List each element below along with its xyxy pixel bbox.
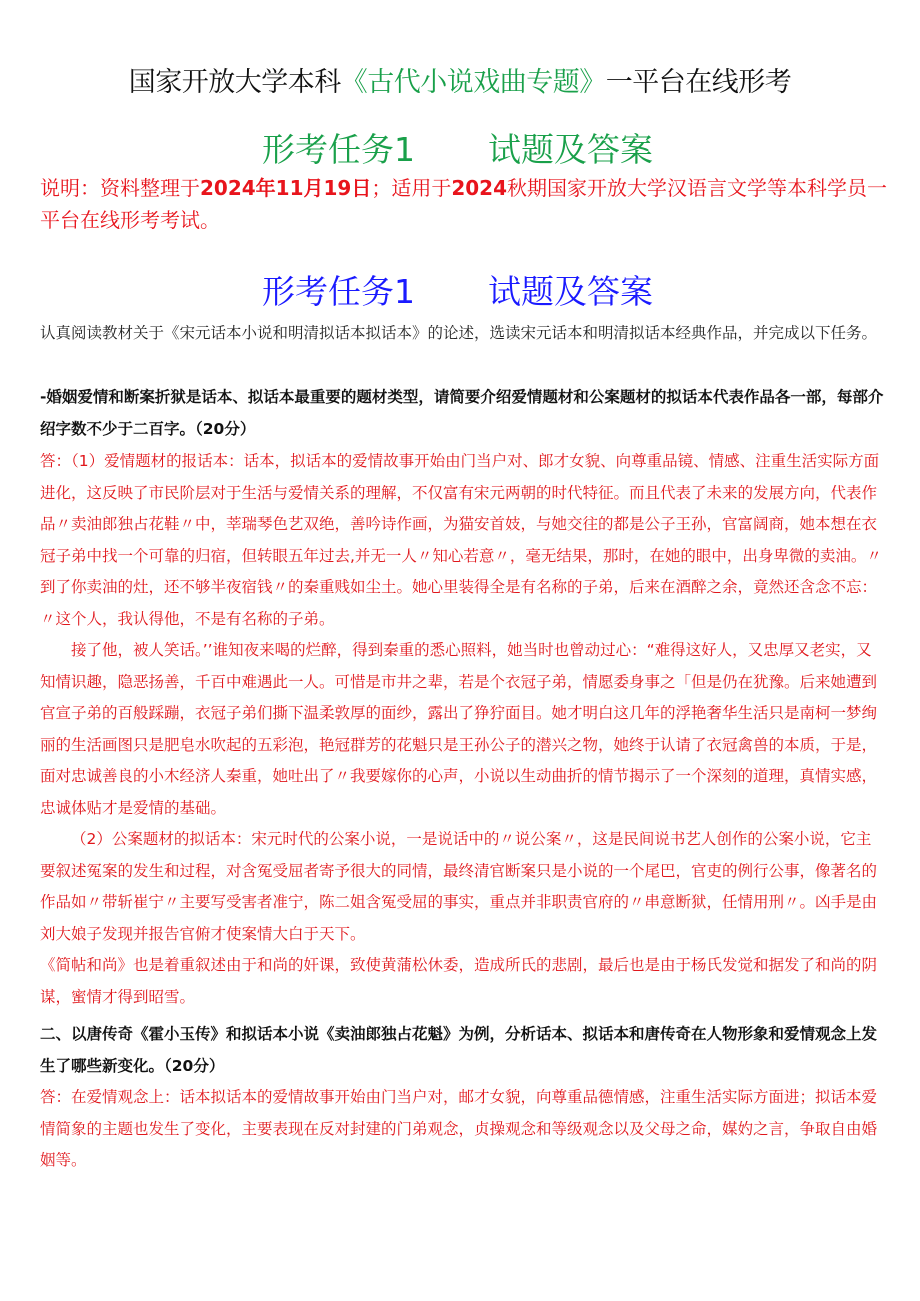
answer-paragraph: 《简帖和尚》也是着重叙述由于和尚的奸课，致使黄蒲松休委，造成所氏的悲剧，最后也是由于杨氏发觉和据发了和尚的阴谋，蜜情才得到昭雪。 xyxy=(40,956,878,1006)
note-date: 2024年11月19日 xyxy=(200,176,372,200)
section-heading-task: 形考任务1 xyxy=(262,130,415,169)
question-1: -婚姻爱情和断案折狱是话本、拟话本最重要的题材类型，请简要介绍爱情题材和公案题材的拟话本代表作品各一部，每部介绍字数不少于二百字。（20分） xyxy=(40,388,884,438)
section-heading-blue xyxy=(262,266,653,313)
answer-1 xyxy=(40,446,885,1013)
note-suffix: 秋期国家开放大学汉语言文学等本科学员一平台在线形考考试。 xyxy=(40,176,887,232)
title-suffix: 一平台在线形考 xyxy=(605,67,792,98)
answer-2 xyxy=(40,1082,885,1177)
answer-paragraph: 接了他，被人笑话。’’谁知夜来喝的烂醉，得到秦重的悉心照料，她当时也曾动过心：“难得这好人，又忠厚又老实，又知情识趣，隐恶扬善，千百中难遇此一人。可惜是市井之辈，若是个衣冠子弟，情愿委身事之「但是仍在犹豫。后来她遭到官宣子弟的百般踩蹦，衣冠子弟们撕下温柔敦厚的面纱，露出了狰狞面目。她才明白这几年的浮艳奢华生活只是南柯一梦绚丽的生活画图只是肥皂水吹起的五彩泡，艳冠群芳的花魁只是王孙公子的潜兴之物，她终于认请了衣冠禽兽的本质，于是，面对忠诚善良的小木经济人秦重，她吐出了〃我要嫁你的心声，小说以生动曲折的情节揭示了一个深刻的道理，真情实感，忠诚体贴才是爱情的基础。 xyxy=(40,641,878,817)
page-title xyxy=(0,60,920,99)
answer-paragraph: （2）公案题材的拟话本：宋元时代的公案小说，一是说话中的〃说公案〃，这是民间说书艺人创作的公案小说，它主要叙述冤案的发生和过程，对含冤受屈者寄予很大的同情，最终清官断案只是小说的一个尾巴，官吏的例行公事，像著名的作品如〃带斩崔宁〃主要写受害者准宁，陈二姐含冤受屈的事实，重点并非职责官府的〃串意断狱，任情用刑〃。凶手是由刘大娘子发现并报告官俯才使案情大白于天下。 xyxy=(40,830,878,943)
task-intro: 认真阅读教材关于《宋元话本小说和明清拟话本拟话本》的论述，选读宋元话本和明清拟话本经典作品，并完成以下任务。 xyxy=(40,324,878,342)
course-name: 《古代小说戏曲专题》 xyxy=(340,67,606,98)
usage-note xyxy=(40,172,890,236)
section-heading-qa: 试题及答案 xyxy=(488,272,653,311)
note-prefix: 说明：资料整理于 xyxy=(40,176,200,200)
section-heading-task: 形考任务1 xyxy=(262,272,415,311)
question-2: 二、以唐传奇《霍小玉传》和拟话本小说《卖油郎独占花魁》为例，分析话本、拟话本和唐传奇在人物形象和爱情观念上发生了哪些新变化。（20分） xyxy=(40,1025,878,1075)
answer-paragraph: 答：在爱情观念上：话本拟话本的爱情故事开始由门当户对，邮才女貌，向尊重品德情感，注重生活实际方面进；拟话本爱情简象的主题也发生了变化，主要表现在反对封建的门弟观念，贞操观念和等级观念以及父母之命，媒妁之言，争取自由婚姻等。 xyxy=(40,1088,878,1169)
title-prefix: 国家开放大学本科 xyxy=(128,67,341,98)
answer-paragraph: 答：（1）爱情题材的报话本：话本，拟话本的爱情故事开始由门当户对、郎才女貌、向尊重品镜、情感、注重生活实际方面进化，这反映了市民阶层对于生活与爱情关系的理解，不仅富有宋元两朝的时代特征。而且代表了未来的发展方向，代表作品〃卖油郎独占花鞋〃中，莘瑞琴色艺双绝，善吟诗作画，为猫安首妓，与她交往的都是公子王孙，官富阔商，她本想在衣冠子弟中找一个可靠的归宿，但转眼五年过去,并无一人〃知心若意〃，毫无结果，那时，在她的眼中，出身卑微的卖油。〃到了你卖油的灶，还不够半夜宿钱〃的秦重贱如尘土。她心里装得全是有名称的子弟，后来在酒醉之余，竟然还含念不忘：〃这个人，我认得他，不是有名称的子弟。 xyxy=(40,452,882,628)
section-heading-green xyxy=(262,124,653,171)
section-heading-qa: 试题及答案 xyxy=(488,130,653,169)
note-mid: ；适用于 xyxy=(371,176,452,200)
note-term: 2024 xyxy=(451,176,507,200)
